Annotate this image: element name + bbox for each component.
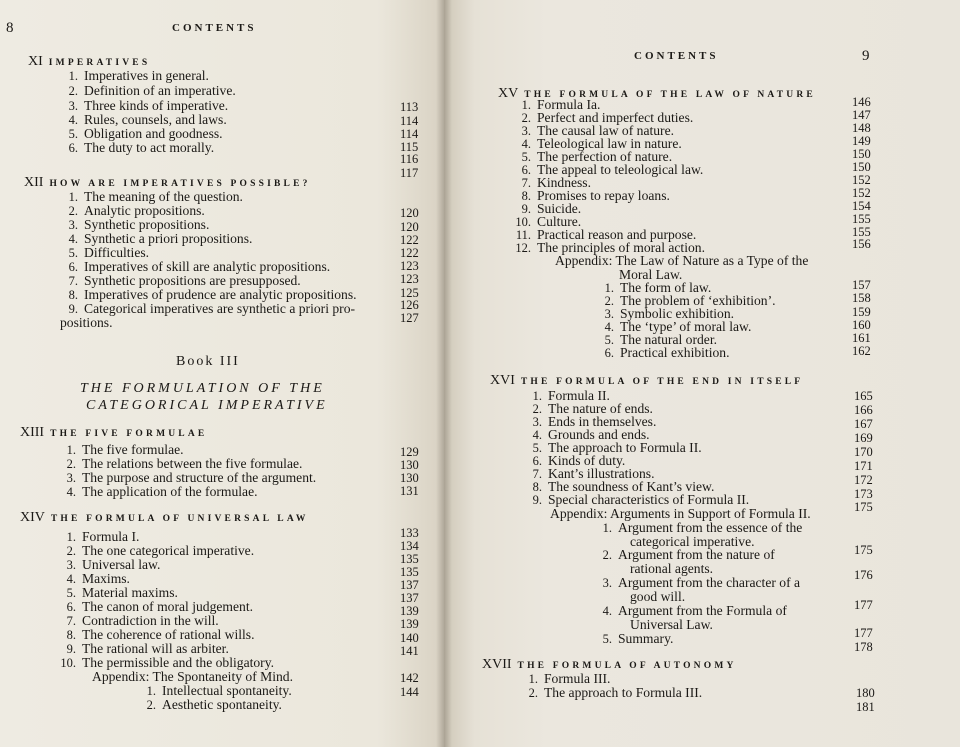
page-ref: 137: [400, 578, 419, 592]
page-ref: 152: [852, 173, 871, 187]
toc-entry: Moral Law.: [619, 267, 683, 282]
page-ref: 172: [854, 473, 873, 487]
page-ref: 162: [852, 344, 871, 358]
toc-entry: 2. The one categorical imperative.: [66, 543, 255, 558]
toc-entry: 3. Argument from the character of a: [602, 575, 801, 590]
page-ref: 159: [852, 305, 871, 319]
page-ref: 129: [400, 445, 419, 459]
book-title-line2: CATEGORICAL IMPERATIVE: [86, 398, 328, 413]
toc-entry: 3. The causal law of nature.: [521, 123, 675, 138]
toc-entry: 10. Culture.: [515, 214, 582, 229]
chapter-title: THE FORMULA OF THE LAW OF NATURE: [524, 90, 816, 100]
page-ref: 140: [400, 631, 419, 645]
toc-entry: 4. Maxims.: [66, 571, 130, 586]
toc-entry: 6. The duty to act morally.: [68, 140, 215, 155]
toc-entry: 2. Argument from the nature of: [602, 547, 775, 562]
toc-entry: 4. Rules, counsels, and laws.: [68, 112, 227, 127]
toc-entry: 5. Obligation and goodness.: [68, 126, 223, 141]
page-ref: 137: [400, 591, 419, 605]
page-ref: 122: [400, 233, 419, 247]
toc-entry: 3. Three kinds of imperative.: [68, 98, 229, 113]
page-ref: 165: [854, 389, 873, 403]
toc-entry: 10. The permissible and the obligatory.: [60, 655, 275, 670]
toc-entry: 6. Imperatives of skill are analytic propositions.: [68, 259, 331, 274]
toc-entry: 2. The problem of ‘exhibition’.: [604, 293, 776, 308]
page-ref: 142: [400, 671, 419, 685]
page-number: 8: [6, 20, 14, 36]
chapter-heading: [20, 425, 207, 441]
toc-entry: 2. Aesthetic spontaneity.: [146, 697, 282, 712]
toc-entry: 6. Kinds of duty.: [532, 453, 626, 468]
toc-entry: positions.: [60, 315, 113, 330]
toc-entry: 1. Intellectual spontaneity.: [146, 683, 292, 698]
toc-entry: 2. Perfect and imperfect duties.: [521, 110, 694, 125]
page-ref: 120: [400, 220, 419, 234]
page-ref: 156: [852, 237, 871, 251]
toc-entry: Universal Law.: [630, 617, 713, 632]
chapter-numeral: XIV: [20, 510, 45, 525]
page-ref: 113: [400, 100, 419, 114]
right-page: [444, 0, 960, 747]
toc-entry: 11. Practical reason and purpose.: [515, 227, 697, 242]
book-gutter: [436, 0, 452, 747]
toc-entry: Appendix: The Law of Nature as a Type of the: [555, 253, 809, 268]
page-ref: 141: [400, 644, 419, 658]
toc-entry: rational agents.: [630, 561, 714, 576]
page-ref: 176: [854, 568, 873, 582]
chapter-title: THE FORMULA OF AUTONOMY: [517, 661, 737, 671]
page-ref: 139: [400, 617, 419, 631]
toc-entry: 9. Suicide.: [521, 201, 582, 216]
page-ref: 155: [852, 212, 871, 226]
page-ref: 131: [400, 484, 419, 498]
toc-entry: Appendix: Arguments in Support of Formula II.: [550, 506, 811, 521]
toc-entry: 5. The natural order.: [604, 332, 718, 347]
toc-entry: 1. Formula Ia.: [521, 97, 601, 112]
toc-entry: 7. Kant’s illustrations.: [532, 466, 655, 481]
page-ref: 148: [852, 121, 871, 135]
chapter-heading: [20, 510, 309, 526]
page-ref: 158: [852, 291, 871, 305]
toc-entry: 1. The five formulae.: [66, 442, 184, 457]
toc-entry: 7. Kindness.: [521, 175, 591, 190]
toc-entry: 5. Summary.: [602, 631, 674, 646]
page-ref: 173: [854, 487, 873, 501]
page-ref: 114: [400, 114, 419, 128]
page-ref: 135: [400, 552, 419, 566]
toc-entry: 5. The perfection of nature.: [521, 149, 673, 164]
toc-entry: 3. Synthetic propositions.: [68, 217, 210, 232]
page-ref: 154: [852, 199, 871, 213]
page-number: 9: [862, 48, 870, 64]
page-ref: 150: [852, 147, 871, 161]
page-ref: 116: [400, 152, 419, 166]
page-ref: 170: [854, 445, 873, 459]
chapter-numeral: XV: [498, 86, 519, 101]
toc-entry: 4. Teleological law in nature.: [521, 136, 682, 151]
chapter-numeral: XIII: [20, 425, 45, 440]
book-label: Book III: [176, 354, 240, 369]
running-head: CONTENTS: [172, 22, 257, 34]
left-page: [0, 0, 444, 747]
page-ref: 123: [400, 272, 419, 286]
toc-entry: 6. The canon of moral judgement.: [66, 599, 253, 614]
toc-entry: 1. Formula III.: [528, 671, 611, 686]
chapter-title: THE FIVE FORMULAE: [50, 429, 208, 439]
page-ref: 135: [400, 565, 419, 579]
toc-entry: 12. The principles of moral action.: [515, 240, 705, 255]
chapter-numeral: XII: [24, 175, 44, 190]
page-ref: 123: [400, 259, 419, 273]
page-ref: 122: [400, 246, 419, 260]
toc-entry: Appendix: The Spontaneity of Mind.: [92, 669, 293, 684]
chapter-heading: [490, 373, 803, 389]
page-ref: 175: [854, 500, 873, 514]
toc-entry: 5. Difficulties.: [68, 245, 150, 260]
page-ref: 167: [854, 417, 873, 431]
page-ref: 152: [852, 186, 871, 200]
page-ref: 178: [854, 640, 873, 654]
page-ref: 160: [852, 318, 871, 332]
page-ref: 171: [854, 459, 873, 473]
chapter-title: THE FORMULA OF THE END IN ITSELF: [520, 377, 804, 387]
toc-entry: 5. Material maxims.: [66, 585, 178, 600]
toc-entry: 1. Formula I.: [66, 529, 140, 544]
page-ref: 115: [400, 140, 419, 154]
toc-entry: 6. Practical exhibition.: [604, 345, 730, 360]
page-ref: 126: [400, 298, 419, 312]
page-ref: 146: [852, 95, 871, 109]
toc-entry: 2. The nature of ends.: [532, 401, 653, 416]
toc-entry: 4. The ‘type’ of moral law.: [604, 319, 752, 334]
page-ref: 169: [854, 431, 873, 445]
toc-entry: 4. Argument from the Formula of: [602, 603, 787, 618]
toc-entry: 6. The appeal to teleological law.: [521, 162, 704, 177]
toc-entry: categorical imperative.: [630, 534, 755, 549]
toc-entry: 2. The relations between the five formulae.: [66, 456, 303, 471]
toc-entry: 4. Grounds and ends.: [532, 427, 650, 442]
toc-entry: 9. Categorical imperatives are synthetic a priori pro-: [68, 301, 356, 316]
page-ref: 175: [854, 543, 873, 557]
toc-entry: 9. The rational will as arbiter.: [66, 641, 229, 656]
toc-entry: 2. The approach to Formula III.: [528, 685, 703, 700]
toc-entry: 3. Universal law.: [66, 557, 161, 572]
toc-entry: 1. Argument from the essence of the: [602, 520, 803, 535]
chapter-numeral: XVI: [490, 373, 515, 388]
chapter-title: THE FORMULA OF UNIVERSAL LAW: [50, 514, 309, 524]
page-ref: 155: [852, 225, 871, 239]
toc-entry: 5. The approach to Formula II.: [532, 440, 702, 455]
book-title-line1: THE FORMULATION OF THE: [80, 381, 325, 396]
toc-entry: 4. The application of the formulae.: [66, 484, 258, 499]
toc-entry: 7. Contradiction in the will.: [66, 613, 219, 628]
page-ref: 144: [400, 685, 419, 699]
page-ref: 177: [854, 626, 873, 640]
toc-entry: 1. The form of law.: [604, 280, 712, 295]
running-head: CONTENTS: [634, 50, 719, 62]
toc-entry: 8. Promises to repay loans.: [521, 188, 670, 203]
page-ref: 130: [400, 458, 419, 472]
page-ref: 147: [852, 108, 871, 122]
toc-entry: 3. The purpose and structure of the argument.: [66, 470, 317, 485]
chapter-title: IMPERATIVES: [48, 58, 151, 68]
page-ref: 120: [400, 206, 419, 220]
toc-entry: 4. Synthetic a priori propositions.: [68, 231, 253, 246]
page-ref: 157: [852, 278, 871, 292]
chapter-title: HOW ARE IMPERATIVES POSSIBLE?: [49, 179, 311, 189]
page-ref: 180: [856, 686, 875, 700]
page-ref: 114: [400, 127, 419, 141]
toc-entry: good will.: [630, 589, 686, 604]
toc-entry: 8. Imperatives of prudence are analytic propositions.: [68, 287, 357, 302]
page-ref: 166: [854, 403, 873, 417]
page-ref: 161: [852, 331, 871, 345]
toc-entry: 7. Synthetic propositions are presupposed.: [68, 273, 301, 288]
page-ref: 125: [400, 286, 419, 300]
page-ref: 133: [400, 526, 419, 540]
page-ref: 139: [400, 604, 419, 618]
toc-entry: 8. The soundness of Kant’s view.: [532, 479, 715, 494]
page-ref: 177: [854, 598, 873, 612]
page-ref: 117: [400, 166, 419, 180]
toc-entry: 3. Ends in themselves.: [532, 414, 657, 429]
page-ref: 134: [400, 539, 419, 553]
page-ref: 181: [856, 700, 875, 714]
toc-entry: 1. Imperatives in general.: [68, 68, 209, 83]
toc-entry: 2. Analytic propositions.: [68, 203, 205, 218]
page-ref: 150: [852, 160, 871, 174]
page-ref: 130: [400, 471, 419, 485]
chapter-numeral: XVII: [482, 657, 512, 672]
toc-entry: 2. Definition of an imperative.: [68, 83, 236, 98]
toc-entry: 3. Symbolic exhibition.: [604, 306, 735, 321]
toc-entry: 9. Special characteristics of Formula II.: [532, 492, 750, 507]
toc-entry: 1. The meaning of the question.: [68, 189, 243, 204]
page-ref: 149: [852, 134, 871, 148]
toc-entry: 8. The coherence of rational wills.: [66, 627, 255, 642]
chapter-numeral: XI: [28, 54, 43, 69]
toc-entry: 1. Formula II.: [532, 388, 610, 403]
page-ref: 127: [400, 311, 419, 325]
